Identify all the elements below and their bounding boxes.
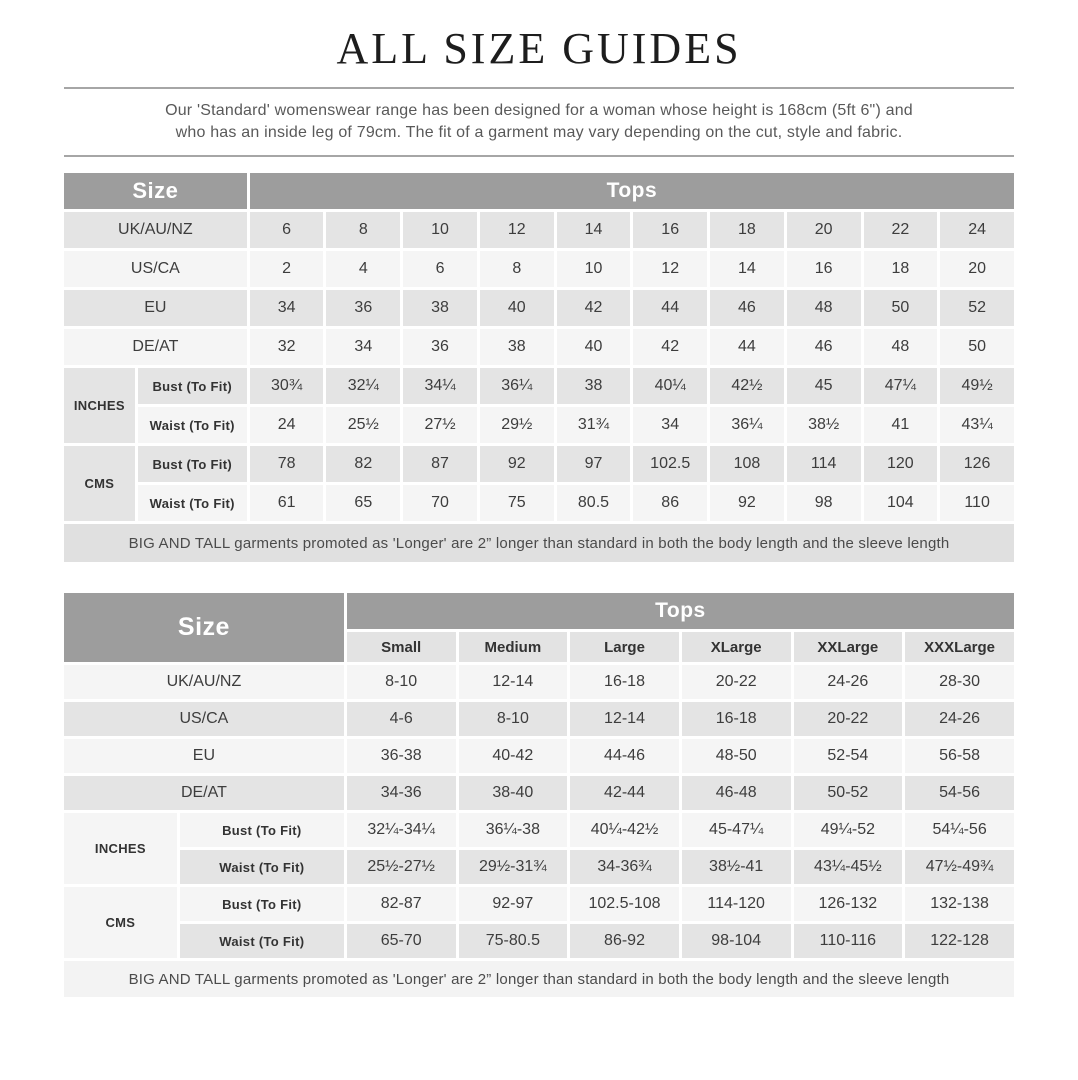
size-value-cell: 22 <box>864 212 938 248</box>
size-value-cell: 52 <box>940 290 1014 326</box>
size-value-cell: 36¼-38 <box>459 813 568 847</box>
intro-text <box>64 100 1014 144</box>
size-value-cell: 49¼-52 <box>794 813 903 847</box>
size-header-cell: Size <box>64 593 344 662</box>
size-value-cell: 97 <box>557 446 631 482</box>
size-value-cell: 6 <box>403 251 477 287</box>
size-value-cell: 38½-41 <box>682 850 791 884</box>
header-row <box>64 173 1014 209</box>
size-value-cell: 61 <box>250 485 324 521</box>
footnote-row <box>64 961 1014 997</box>
size-value-cell: 28-30 <box>905 665 1014 699</box>
size-value-cell: 42 <box>557 290 631 326</box>
size-value-cell: 42 <box>633 329 707 365</box>
unit-system-label: INCHES <box>64 368 135 443</box>
size-category-header: XLarge <box>682 632 791 662</box>
table-row <box>64 485 1014 521</box>
size-value-cell: 27½ <box>403 407 477 443</box>
size-value-cell: 40 <box>480 290 554 326</box>
size-guide-page <box>64 0 1014 1000</box>
size-value-cell: 20-22 <box>682 665 791 699</box>
size-value-cell: 86 <box>633 485 707 521</box>
region-label: DE/AT <box>64 329 247 365</box>
size-value-cell: 56-58 <box>905 739 1014 773</box>
table-row <box>64 776 1014 810</box>
size-value-cell: 45-47¼ <box>682 813 791 847</box>
standard-sizes-table <box>61 170 1017 565</box>
size-value-cell: 32¼ <box>326 368 400 404</box>
size-value-cell: 30¾ <box>250 368 324 404</box>
size-value-cell: 114 <box>787 446 861 482</box>
size-value-cell: 44 <box>633 290 707 326</box>
table-row <box>64 924 1014 958</box>
size-value-cell: 75-80.5 <box>459 924 568 958</box>
size-value-cell: 14 <box>557 212 631 248</box>
table-foot <box>64 961 1014 997</box>
size-value-cell: 32¼-34¼ <box>347 813 456 847</box>
size-value-cell: 38 <box>557 368 631 404</box>
size-value-cell: 34 <box>250 290 324 326</box>
header-row <box>64 593 1014 629</box>
region-label: UK/AU/NZ <box>64 212 247 248</box>
size-value-cell: 43¼ <box>940 407 1014 443</box>
table-row <box>64 407 1014 443</box>
region-label: UK/AU/NZ <box>64 665 344 699</box>
divider-bottom <box>64 155 1014 157</box>
size-value-cell: 49½ <box>940 368 1014 404</box>
size-value-cell: 44 <box>710 329 784 365</box>
size-value-cell: 31¾ <box>557 407 631 443</box>
table-row <box>64 368 1014 404</box>
size-value-cell: 24-26 <box>794 665 903 699</box>
footnote-row <box>64 524 1014 562</box>
size-value-cell: 54¼-56 <box>905 813 1014 847</box>
size-value-cell: 36¼ <box>710 407 784 443</box>
size-value-cell: 45 <box>787 368 861 404</box>
size-value-cell: 44-46 <box>570 739 679 773</box>
size-value-cell: 38 <box>403 290 477 326</box>
intro-line-1: Our 'Standard' womenswear range has been designed for a woman whose height is 168cm (5ft 6") and <box>165 102 913 119</box>
size-value-cell: 43¼-45½ <box>794 850 903 884</box>
table-row <box>64 329 1014 365</box>
unit-system-label: CMS <box>64 446 135 521</box>
table-row <box>64 850 1014 884</box>
size-value-cell: 20 <box>787 212 861 248</box>
footnote-cell: BIG AND TALL garments promoted as 'Longer' are 2” longer than standard in both the body length and the sleeve length <box>64 961 1014 997</box>
size-value-cell: 36 <box>403 329 477 365</box>
region-label: DE/AT <box>64 776 344 810</box>
size-value-cell: 25½ <box>326 407 400 443</box>
size-value-cell: 38-40 <box>459 776 568 810</box>
letter-sizes-table <box>61 590 1017 1000</box>
size-value-cell: 54-56 <box>905 776 1014 810</box>
size-value-cell: 78 <box>250 446 324 482</box>
measure-label: Waist (To Fit) <box>180 850 344 884</box>
size-value-cell: 6 <box>250 212 324 248</box>
size-value-cell: 38 <box>480 329 554 365</box>
table-row <box>64 887 1014 921</box>
size-value-cell: 8-10 <box>459 702 568 736</box>
size-value-cell: 46-48 <box>682 776 791 810</box>
size-value-cell: 29½ <box>480 407 554 443</box>
size-category-header: Medium <box>459 632 568 662</box>
table-row <box>64 212 1014 248</box>
size-value-cell: 34-36 <box>347 776 456 810</box>
size-value-cell: 24 <box>940 212 1014 248</box>
size-value-cell: 25½-27½ <box>347 850 456 884</box>
size-value-cell: 92 <box>480 446 554 482</box>
measure-label: Waist (To Fit) <box>180 924 344 958</box>
size-value-cell: 42½ <box>710 368 784 404</box>
table-row <box>64 290 1014 326</box>
measure-label: Bust (To Fit) <box>138 368 247 404</box>
size-value-cell: 75 <box>480 485 554 521</box>
size-value-cell: 47½-49¾ <box>905 850 1014 884</box>
unit-system-label: CMS <box>64 887 177 958</box>
size-value-cell: 132-138 <box>905 887 1014 921</box>
size-value-cell: 82 <box>326 446 400 482</box>
table-row <box>64 813 1014 847</box>
measure-label: Bust (To Fit) <box>180 813 344 847</box>
size-value-cell: 16-18 <box>570 665 679 699</box>
measure-label: Waist (To Fit) <box>138 485 247 521</box>
size-value-cell: 12-14 <box>459 665 568 699</box>
size-value-cell: 48 <box>864 329 938 365</box>
size-value-cell: 10 <box>557 251 631 287</box>
size-value-cell: 108 <box>710 446 784 482</box>
table-row <box>64 665 1014 699</box>
size-value-cell: 50 <box>940 329 1014 365</box>
size-value-cell: 34¼ <box>403 368 477 404</box>
size-value-cell: 16-18 <box>682 702 791 736</box>
size-value-cell: 20-22 <box>794 702 903 736</box>
divider-top <box>64 87 1014 89</box>
size-value-cell: 41 <box>864 407 938 443</box>
size-value-cell: 126-132 <box>794 887 903 921</box>
size-category-header: Large <box>570 632 679 662</box>
tops-header-cell: Tops <box>250 173 1014 209</box>
size-value-cell: 48 <box>787 290 861 326</box>
size-value-cell: 12 <box>480 212 554 248</box>
size-value-cell: 36 <box>326 290 400 326</box>
measure-label: Bust (To Fit) <box>138 446 247 482</box>
size-value-cell: 80.5 <box>557 485 631 521</box>
size-value-cell: 98 <box>787 485 861 521</box>
size-value-cell: 12 <box>633 251 707 287</box>
size-value-cell: 18 <box>710 212 784 248</box>
size-value-cell: 126 <box>940 446 1014 482</box>
page-title: ALL SIZE GUIDES <box>336 24 742 73</box>
table-row <box>64 446 1014 482</box>
size-value-cell: 52-54 <box>794 739 903 773</box>
table-row <box>64 702 1014 736</box>
size-value-cell: 40-42 <box>459 739 568 773</box>
intro-line-2: who has an inside leg of 79cm. The fit of a garment may vary depending on the cut, style and fabric. <box>175 124 903 141</box>
table-row <box>64 739 1014 773</box>
region-label: EU <box>64 290 247 326</box>
size-value-cell: 47¼ <box>864 368 938 404</box>
size-value-cell: 46 <box>710 290 784 326</box>
table-foot <box>64 524 1014 562</box>
size-value-cell: 29½-31¾ <box>459 850 568 884</box>
region-label: US/CA <box>64 251 247 287</box>
measure-label: Bust (To Fit) <box>180 887 344 921</box>
table-head <box>64 593 1014 662</box>
size-value-cell: 38½ <box>787 407 861 443</box>
size-value-cell: 16 <box>633 212 707 248</box>
size-value-cell: 40 <box>557 329 631 365</box>
table-row <box>64 251 1014 287</box>
size-value-cell: 14 <box>710 251 784 287</box>
size-value-cell: 18 <box>864 251 938 287</box>
size-value-cell: 120 <box>864 446 938 482</box>
size-value-cell: 20 <box>940 251 1014 287</box>
size-category-header: XXXLarge <box>905 632 1014 662</box>
size-value-cell: 32 <box>250 329 324 365</box>
size-value-cell: 40¼ <box>633 368 707 404</box>
size-value-cell: 87 <box>403 446 477 482</box>
size-value-cell: 122-128 <box>905 924 1014 958</box>
size-value-cell: 8 <box>326 212 400 248</box>
size-value-cell: 82-87 <box>347 887 456 921</box>
size-value-cell: 24 <box>250 407 324 443</box>
size-value-cell: 8 <box>480 251 554 287</box>
size-value-cell: 102.5 <box>633 446 707 482</box>
size-value-cell: 65-70 <box>347 924 456 958</box>
size-value-cell: 86-92 <box>570 924 679 958</box>
size-value-cell: 92-97 <box>459 887 568 921</box>
size-value-cell: 110-116 <box>794 924 903 958</box>
table-body <box>64 665 1014 958</box>
size-value-cell: 34 <box>326 329 400 365</box>
size-value-cell: 110 <box>940 485 1014 521</box>
region-label: EU <box>64 739 344 773</box>
size-value-cell: 48-50 <box>682 739 791 773</box>
size-value-cell: 104 <box>864 485 938 521</box>
size-value-cell: 98-104 <box>682 924 791 958</box>
table-body <box>64 212 1014 521</box>
size-value-cell: 92 <box>710 485 784 521</box>
size-value-cell: 4 <box>326 251 400 287</box>
size-value-cell: 16 <box>787 251 861 287</box>
size-header-cell: Size <box>64 173 247 209</box>
size-category-header: Small <box>347 632 456 662</box>
size-value-cell: 36¼ <box>480 368 554 404</box>
size-value-cell: 42-44 <box>570 776 679 810</box>
size-value-cell: 50 <box>864 290 938 326</box>
footnote-cell: BIG AND TALL garments promoted as 'Longer' are 2” longer than standard in both the body length and the sleeve length <box>64 524 1014 562</box>
size-value-cell: 46 <box>787 329 861 365</box>
size-value-cell: 65 <box>326 485 400 521</box>
size-value-cell: 50-52 <box>794 776 903 810</box>
size-value-cell: 24-26 <box>905 702 1014 736</box>
size-value-cell: 8-10 <box>347 665 456 699</box>
size-value-cell: 34 <box>633 407 707 443</box>
table-head <box>64 173 1014 209</box>
size-value-cell: 36-38 <box>347 739 456 773</box>
size-value-cell: 2 <box>250 251 324 287</box>
size-value-cell: 102.5-108 <box>570 887 679 921</box>
size-category-header: XXLarge <box>794 632 903 662</box>
size-value-cell: 114-120 <box>682 887 791 921</box>
size-value-cell: 4-6 <box>347 702 456 736</box>
size-value-cell: 40¼-42½ <box>570 813 679 847</box>
unit-system-label: INCHES <box>64 813 177 884</box>
measure-label: Waist (To Fit) <box>138 407 247 443</box>
size-value-cell: 12-14 <box>570 702 679 736</box>
size-value-cell: 10 <box>403 212 477 248</box>
size-value-cell: 34-36¾ <box>570 850 679 884</box>
region-label: US/CA <box>64 702 344 736</box>
size-value-cell: 70 <box>403 485 477 521</box>
tops-header-cell: Tops <box>347 593 1014 629</box>
